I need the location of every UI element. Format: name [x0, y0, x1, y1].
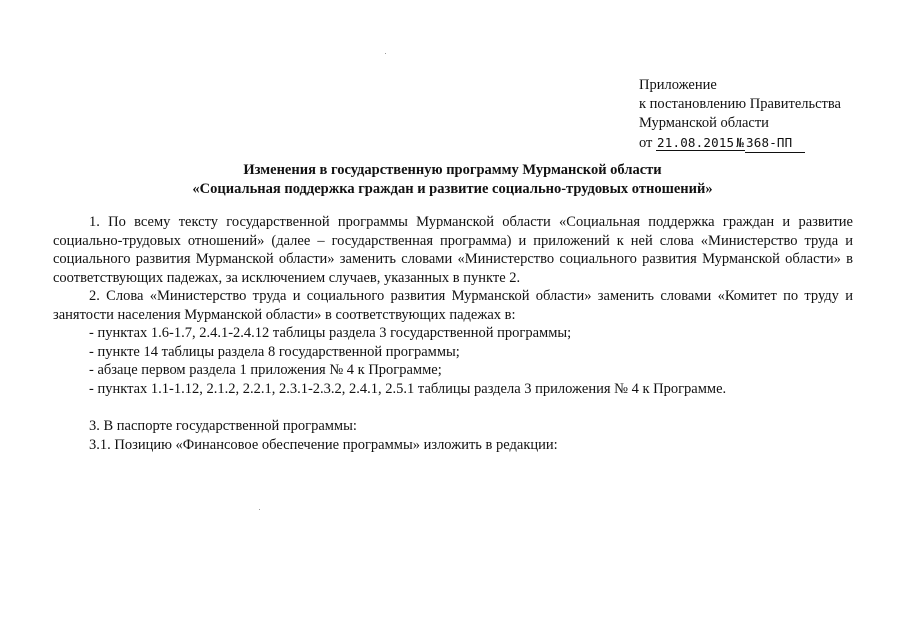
- resolution-date: 21.08.2015: [657, 135, 735, 150]
- list-item: - пунктах 1.6-1.7, 2.4.1-2.4.12 таблицы раздела 3 государственной программы;: [89, 325, 572, 341]
- appendix-region-line: Мурманской области: [639, 115, 769, 131]
- appendix-block: [639, 76, 841, 153]
- document-title: [0, 161, 905, 199]
- paragraph-4: 3.1. Позицию «Финансовое обеспечение программы» изложить в редакции:: [89, 436, 558, 453]
- title-line-2: «Социальная поддержка граждан и развитие социально-трудовых отношений»: [192, 181, 713, 197]
- paragraph-1: 1. По всему тексту государственной программы Мурманской области «Социальная поддержка граждан и развитие социально-трудовых отношений» (далее – государственная программа) и приложений к ней слова «Министерство труда и социального развития Мурманской области» заменить словами «Министерство социального развития Мурманской области» в соответствующих падежах, за исключением случаев, указанных в пункте 2.: [53, 214, 853, 286]
- appendix-heading: Приложение: [639, 77, 717, 93]
- number-sign: №: [736, 135, 745, 150]
- list-item: - абзаце первом раздела 1 приложения № 4 к Программе;: [89, 362, 442, 378]
- list-item: - пунктах 1.1-1.12, 2.1.2, 2.2.1, 2.3.1-2.3.2, 2.4.1, 2.5.1 таблицы раздела 3 приложения № 4 к Программе.: [89, 380, 727, 397]
- resolution-number: 368-ПП: [745, 133, 805, 153]
- date-prefix: от: [639, 135, 653, 151]
- list-item: - пункте 14 таблицы раздела 8 государственной программы;: [89, 343, 460, 360]
- paragraph-3: 3. В паспорте государственной программы:: [89, 418, 357, 434]
- title-line-1: Изменения в государственную программу Мурманской области: [243, 162, 662, 178]
- appendix-date-line: [639, 133, 841, 153]
- document-body: [53, 213, 853, 454]
- scan-speck: [385, 53, 386, 54]
- scan-speck: [259, 509, 260, 510]
- paragraph-2: 2. Слова «Министерство труда и социального развития Мурманской области» заменить словами «Комитет по труду и занятости населения Мурманской области» в соответствующих падежах в:: [53, 288, 853, 323]
- paragraph-gap: [53, 398, 853, 417]
- appendix-resolution-line: к постановлению Правительства: [639, 96, 841, 112]
